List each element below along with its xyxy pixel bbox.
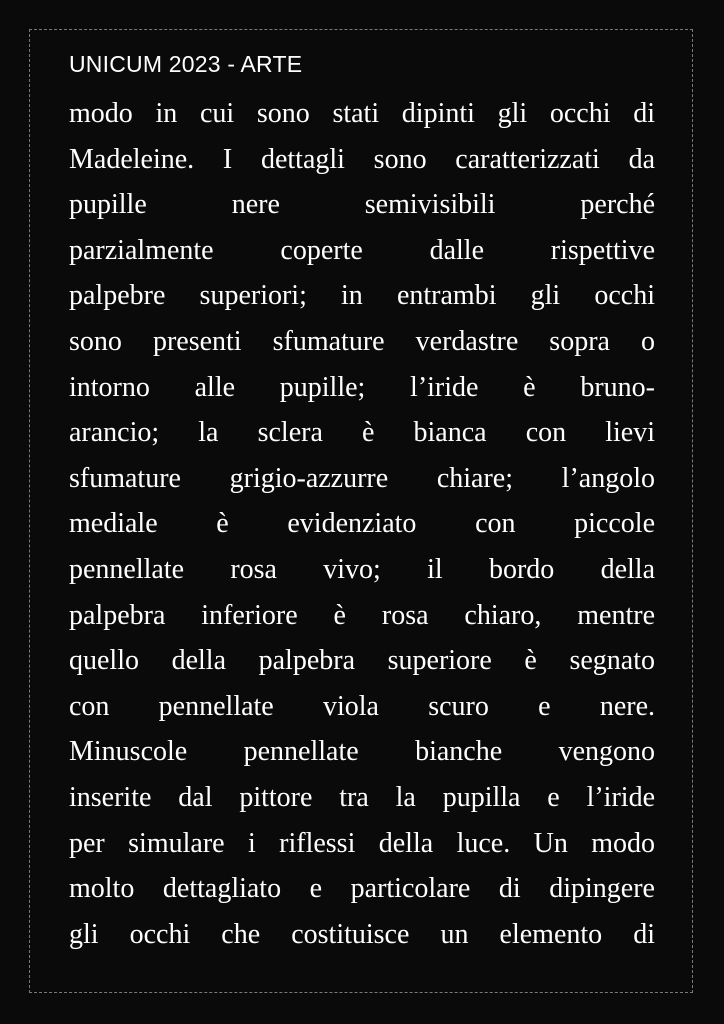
text-line: gli occhi che costituisce un elemento di	[69, 918, 655, 950]
text-line: Madeleine. I dettagli sono caratterizzati da	[69, 143, 655, 175]
text-line: intorno alle pupille; l’iride è bruno-	[69, 371, 655, 403]
text-line: per simulare i riflessi della luce. Un modo	[69, 827, 655, 859]
page-header: UNICUM 2023 - ARTE	[69, 51, 303, 77]
text-line: palpebre superiori; in entrambi gli occhi	[69, 280, 655, 312]
text-line: inserite dal pittore tra la pupilla e l’iride	[69, 781, 655, 813]
text-line: pennellate rosa vivo; il bordo della	[69, 553, 655, 585]
text-line: parzialmente coperte dalle rispettive	[69, 234, 655, 266]
text-line: arancio; la sclera è bianca con lievi	[69, 417, 655, 449]
text-line: sono presenti sfumature verdastre sopra o	[69, 325, 655, 357]
text-line: molto dettagliato e particolare di dipingere	[69, 873, 655, 905]
text-line: con pennellate viola scuro e nere.	[69, 690, 655, 722]
text-line: Minuscole pennellate bianche vengono	[69, 736, 655, 768]
text-line: quello della palpebra superiore è segnato	[69, 645, 655, 677]
text-line: palpebra inferiore è rosa chiaro, mentre	[69, 599, 655, 631]
text-line: modo in cui sono stati dipinti gli occhi di	[69, 98, 655, 129]
text-line: mediale è evidenziato con piccole	[69, 508, 655, 540]
text-line: pupille nere semivisibili perché	[69, 189, 655, 221]
text-line: sfumature grigio-azzurre chiare; l’angolo	[69, 462, 655, 494]
body-paragraph	[69, 91, 655, 957]
